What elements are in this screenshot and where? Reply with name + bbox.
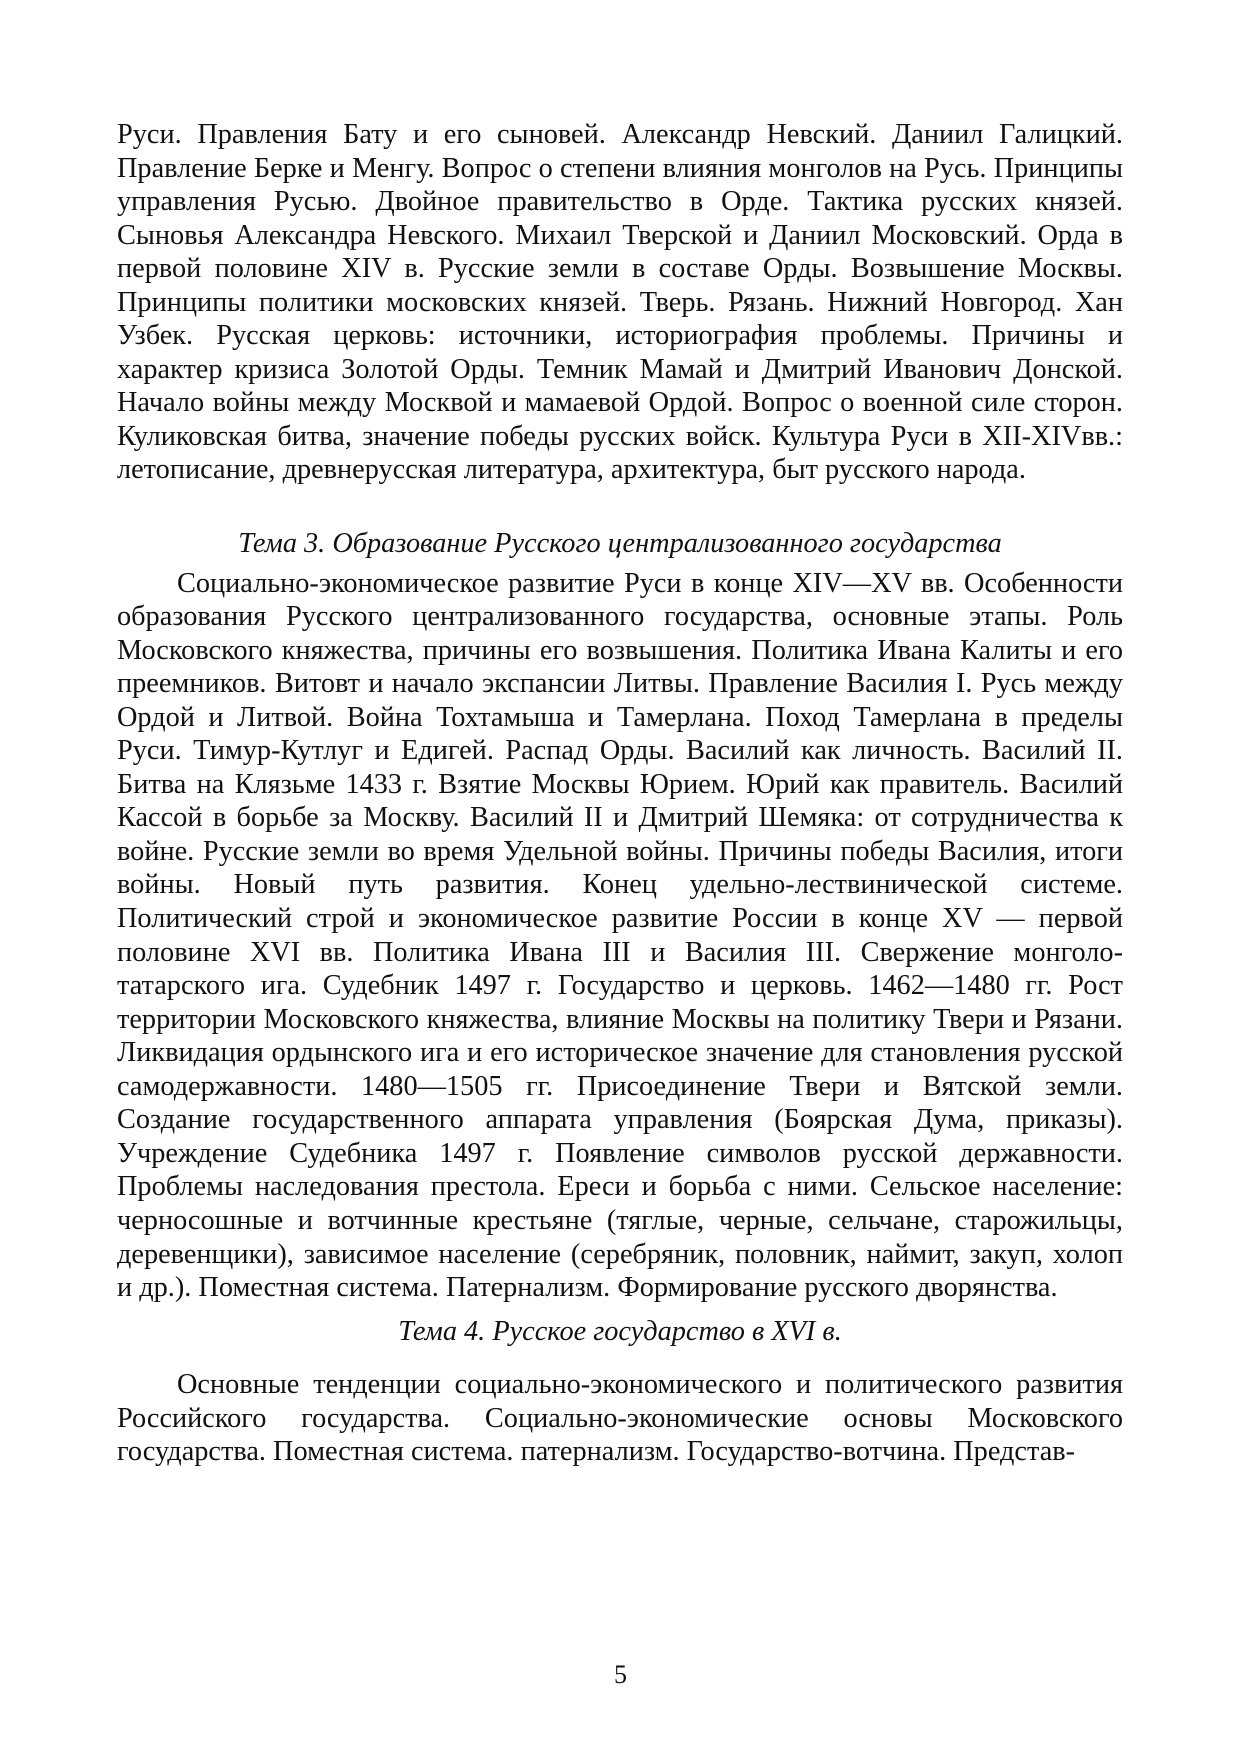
page-number: 5: [614, 1660, 627, 1689]
topic-4-paragraph: Основные тенденции социально-экономического и политического развития Российского государства. Социально-экономические основы Московского государства. Поместная система. патернализм. Государство-вотчина. Представ-: [117, 1369, 1123, 1468]
topic-3-heading: Тема 3. Образование Русского централизованного государства: [238, 528, 1002, 560]
topic-3-paragraph: Социально-экономическое развитие Руси в конце XIV—XV вв. Особенности образования Русского централизованного государства, основные этапы. Роль Московского княжества, причины его возвышения. Политика Ивана Калиты и его преемников. Витовт и начало экспансии Литвы. Правление Василия I. Русь между Ордой и Литвой. Война Тохтамыша и Тамерлана. Поход Тамерлана в пределы Руси. Тимур-Кутлуг и Едигей. Распад Орды. Василий как личность. Василий II. Битва на Клязьме 1433 г. Взятие Москвы Юрием. Юрий как правитель. Василий Кассой в борьбе за Москву. Василий II и Дмитрий Шемяка: от сотрудничества к войне. Русские земли во время Удельной войны. Причины победы Василия, итоги войны. Новый путь развития. Конец удельно-лествинической системе. Политический строй и экономическое развитие России в конце XV — первой половине XVI вв. Политика Ивана III и Василия III. Свержение монголо-татарского ига. Судебник 1497 г. Государство и церковь. 1462—1480 гг. Рост территории Московского княжества, влияние Москвы на политику Твери и Рязани. Ликвидация ордынского ига и его историческое значение для становления русской самодержавности. 1480—1505 гг. Присоединение Твери и Вятской земли. Создание государственного аппарата управления (Боярская Дума, приказы). Учреждение Судебника 1497 г. Появление символов русской державности. Проблемы наследования престола. Ереси и борьба с ними. Сельское население: черносошные и вотчинные крестьяне (тяглые, черные, сельчане, старожильцы, деревенщики), зависимое население (серебряник, половник, наймит, закуп, холоп и др.). Поместная система. Патернализм. Формирование русского дворянства.: [117, 567, 1123, 1304]
topic-4-heading: Тема 4. Русское государство в XVI в.: [398, 1315, 842, 1347]
intro-paragraph: Руси. Правления Бату и его сыновей. Александр Невский. Даниил Галицкий. Правление Берке и Менгу. Вопрос о степени влияния монголов на Русь. Принципы управления Русью. Двойное правительство в Орде. Тактика русских князей. Сыновья Александра Невского. Михаил Тверской и Даниил Московский. Орда в первой половине XIV в. Русские земли в составе Орды. Возвышение Москвы. Принципы политики московских князей. Тверь. Рязань. Нижний Новгород. Хан Узбек. Русская церковь: источники, историография проблемы. Причины и характер кризиса Золотой Орды. Темник Мамай и Дмитрий Иванович Донской. Начало войны между Москвой и мамаевой Ордой. Вопрос о военной силе сторон. Куликовская битва, значение победы русских войск. Культура Руси в XII-XIVвв.: летописание, древнерусская литература, архитектура, быт русского народа.: [117, 119, 1123, 486]
document-page: [117, 118, 1123, 1469]
